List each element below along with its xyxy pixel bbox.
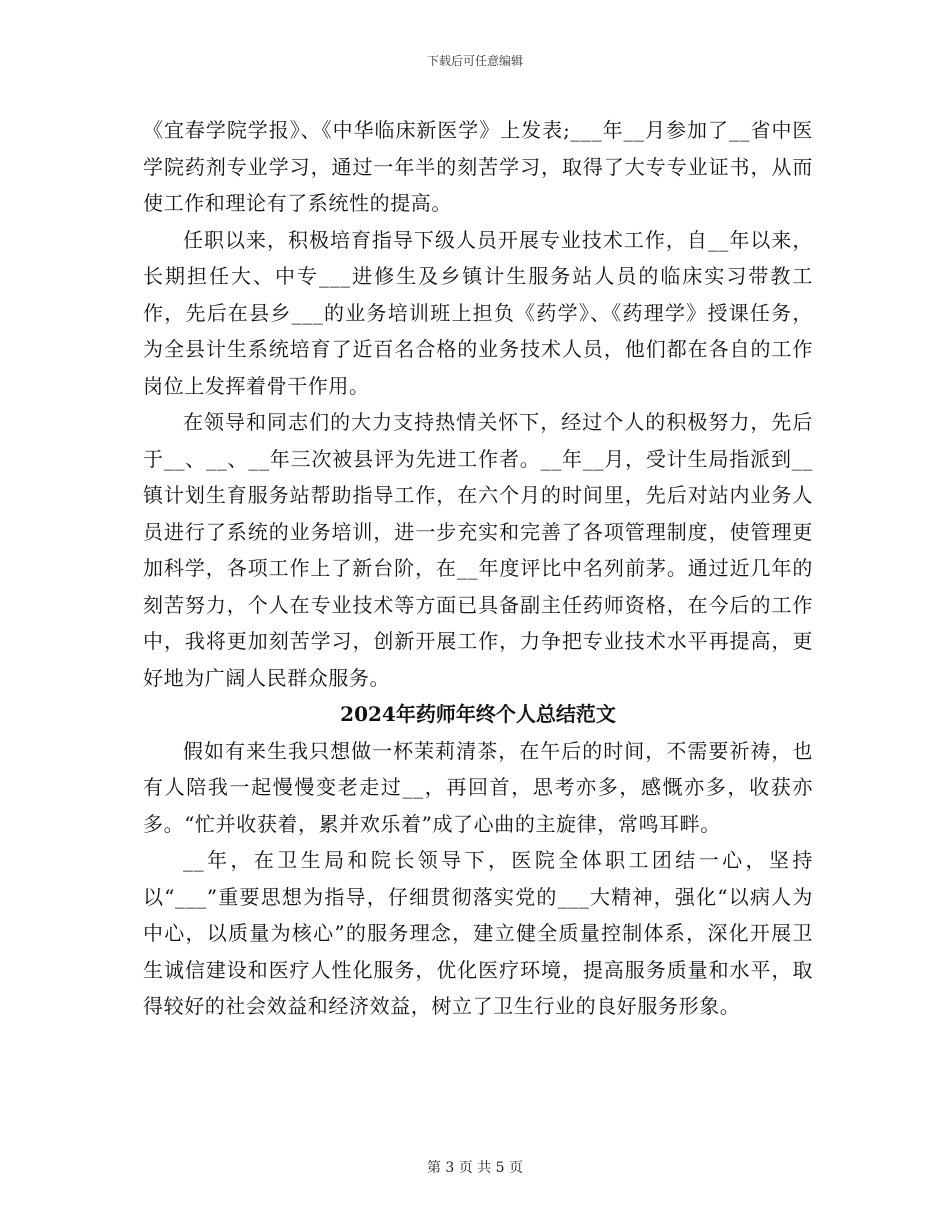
paragraph-continuation: 《宜春学院学报》、《中华临床新医学》上发表;___年__月参加了__省中医学院药剂专业学习，通过一年半的刻苦学习，取得了大专专业证书，从而使工作和理论有了系统性的提高。: [143, 118, 813, 215]
paragraph: __年，在卫生局和院长领导下，医院全体职工团结一心，坚持以“___”重要思想为指导，仔细贯彻落实党的___大精神，强化“以病人为中心，以质量为核心”的服务理念，建立健全质量控制体系，深化开展卫生诚信建设和医疗人性化服务，优化医疗环境，提高服务质量和水平，取得较好的社会效益和经济效益，树立了卫生行业的良好服务形象。: [143, 848, 813, 1018]
page-header: 下载后可任意编辑: [426, 54, 523, 68]
page-number: 第 3 页 共 5 页: [426, 1160, 524, 1176]
document-body: [143, 112, 813, 1025]
paragraph: 任职以来，积极培育指导下级人员开展专业技术工作，自__年以来，长期担任大、中专___进修生及乡镇计生服务站人员的临床实习带教工作，先后在县乡___的业务培训班上担负《药学》、《药理学》授课任务，为全县计生系统培育了近百名合格的业务技术人员，他们都在各自的工作岗位上发挥着骨干作用。: [143, 227, 813, 398]
section-title: 2024年药师年终个人总结范文: [340, 702, 616, 726]
paragraph: 假如有来生我只想做一杯茉莉清茶，在午后的时间，不需要祈祷，也有人陪我一起慢慢变老走过__，再回首，思考亦多，感慨亦多，收获亦多。“忙并收获着，累并欢乐着”成了心曲的主旋律，常鸣耳畔。: [143, 738, 813, 836]
paragraph: 在领导和同志们的大力支持热情关怀下，经过个人的积极努力，先后于__、__、__年三次被县评为先进工作者。__年__月，受计生局指派到__镇计划生育服务站帮助指导工作，在六个月的时间里，先后对站内业务人员进行了系统的业务培训，进一步充实和完善了各项管理制度，使管理更加科学，各项工作上了新台阶，在__年度评比中名列前茅。通过近几年的刻苦努力，个人在专业技术等方面已具备副主任药师资格，在今后的工作中，我将更加刻苦学习，创新开展工作，力争把专业技术水平再提高，更好地为广阔人民群众服务。: [143, 410, 813, 690]
